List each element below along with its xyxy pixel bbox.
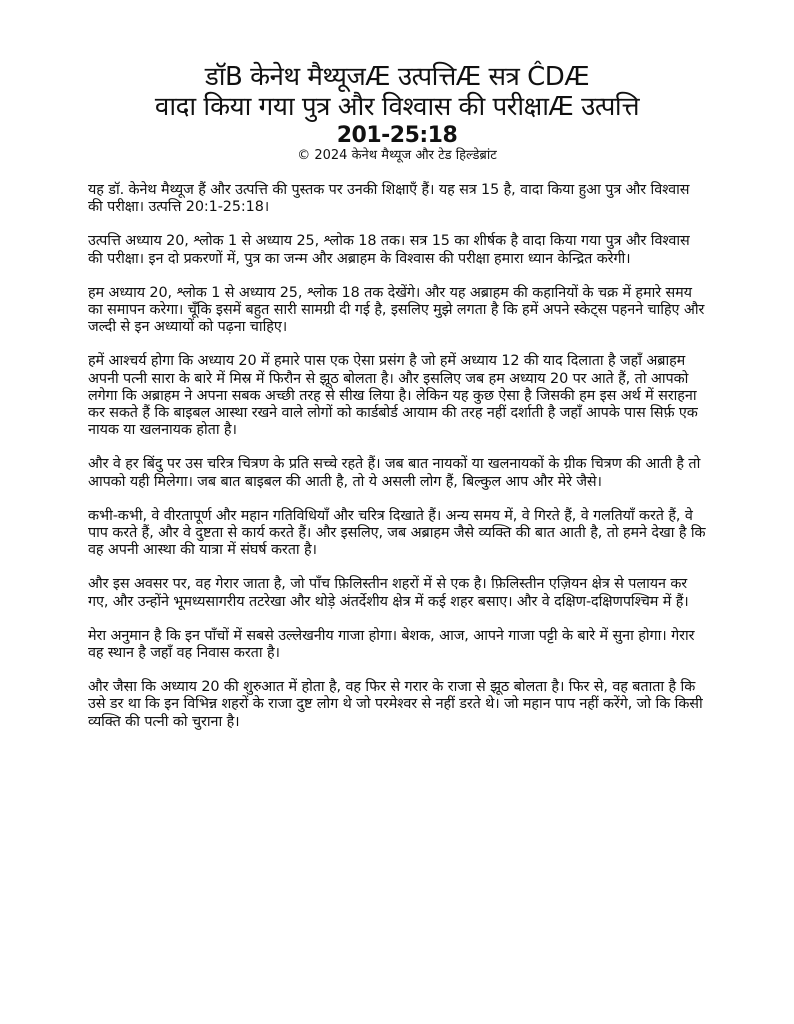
paragraph-5: और वे हर बिंदु पर उस चरित्र चित्रण के प्रति सच्चे रहते हैं। जब बात नायकों या खलनायकों के ग्रीक चित्रण की आती है तो आपको यही मिलेगा। जब बात बाइबल की आती है, तो ये असली लोग हैं, बिल्कुल आप और मेरे जैसे। xyxy=(88,456,701,490)
title-line-1: डॉB केनेथ मैथ्यूजÆ उत्पत्तिÆ सत्र ĈDÆ xyxy=(204,62,590,92)
title-line-2: वादा किया गया पुत्र और विश्वास की परीक्षाÆ उत्पत्ति xyxy=(154,92,640,122)
paragraph-9: और जैसा कि अध्याय 20 की शुरुआत में होता है, वह फिर से गरार के राजा से झूठ बोलता है। फिर से, वह बताता है कि उसे डर था कि इन विभिन्न शहरों के राजा दुष्ट लोग थे जो परमेश्वर से नहीं डरते थे। जो महान पाप नहीं करेंगे, जो कि किसी व्यक्ति की पत्नी को चुराना है। xyxy=(88,679,703,730)
paragraph-4: हमें आश्चर्य होगा कि अध्याय 20 में हमारे पास एक ऐसा प्रसंग है जो हमें अध्याय 12 की याद दिलाता है जहाँ अब्राहम अपनी पत्नी सारा के बारे में मिस्र में फिरौन से झूठ बोलता है। और इसलिए जब हम अध्याय 20 पर आते हैं, तो आपको लगेगा कि अब्राहम ने अपना सबक अच्छी तरह से सीख लिया है। लेकिन यह कुछ ऐसा है जिसकी हम इस अर्थ में सराहना कर सकते हैं कि बाइबल आस्था रखने वाले लोगों को कार्डबोर्ड आयाम की तरह नहीं दर्शाती है जहाँ आपके पास सिर्फ़ एक नायक या खलनायक होता है। xyxy=(88,353,698,439)
paragraph-8: मेरा अनुमान है कि इन पाँचों में सबसे उल्लेखनीय गाजा होगा। बेशक, आज, आपने गाजा पट्टी के बारे में सुना होगा। गेरार वह स्थान है जहाँ वह निवास करता है। xyxy=(88,627,695,662)
body-text xyxy=(88,182,706,731)
title-line-3: 201-25:18 xyxy=(336,123,458,148)
paragraph-3: हम अध्याय 20, श्लोक 1 से अध्याय 25, श्लोक 18 तक देखेंगे। और यह अब्राहम की कहानियों के चक्र में हमारे समय का समापन करेगा। चूँकि इसमें बहुत सारी सामग्री दी गई है, इसलिए मुझे लगता है कि हमें अपने स्केट्स पहनने चाहिए और जल्दी से इन अध्यायों को पढ़ना चाहिए। xyxy=(88,284,705,336)
paragraph-6: कभी-कभी, वे वीरतापूर्ण और महान गतिविधियाँ और चरित्र दिखाते हैं। अन्य समय में, वे गिरते हैं, वे गलतियाँ करते हैं, वे पाप करते हैं, और वे दुष्टता से कार्य करते हैं। और इसलिए, जब अब्राहम जैसे व्यक्ति की बात आती है, तो हमने देखा है कि वह अपनी आस्था की यात्रा में संघर्ष करता है। xyxy=(88,507,706,559)
title-block xyxy=(88,62,706,164)
copyright-line: © 2024 केनेथ मैथ्यूज और टेड हिल्डेब्रांट xyxy=(297,148,497,163)
paragraph-1: यह डॉ. केनेथ मैथ्यूज हैं और उत्पत्ति की पुस्तक पर उनकी शिक्षाएँ हैं। यह सत्र 15 है, वादा किया हुआ पुत्र और विश्वास की परीक्षा। उत्पत्ति 20:1-25:18। xyxy=(88,182,690,216)
paragraph-2: उत्पत्ति अध्याय 20, श्लोक 1 से अध्याय 25, श्लोक 18 तक। सत्र 15 का शीर्षक है वादा किया गया पुत्र और विश्वास की परीक्षा। इन दो प्रकरणों में, पुत्र का जन्म और अब्राहम के विश्वास की परीक्षा हमारा ध्यान केन्द्रित करेगी। xyxy=(88,233,690,267)
paragraph-7: और इस अवसर पर, वह गेरार जाता है, जो पाँच फ़िलिस्तीन शहरों में से एक है। फ़िलिस्तीन एज़ियन क्षेत्र से पलायन कर गए, और उन्होंने भूमध्यसागरीय तटरेखा और थोड़े अंतर्देशीय क्षेत्र में कई शहर बसाए। और वे दक्षिण-दक्षिणपश्चिम में हैं। xyxy=(88,576,689,610)
